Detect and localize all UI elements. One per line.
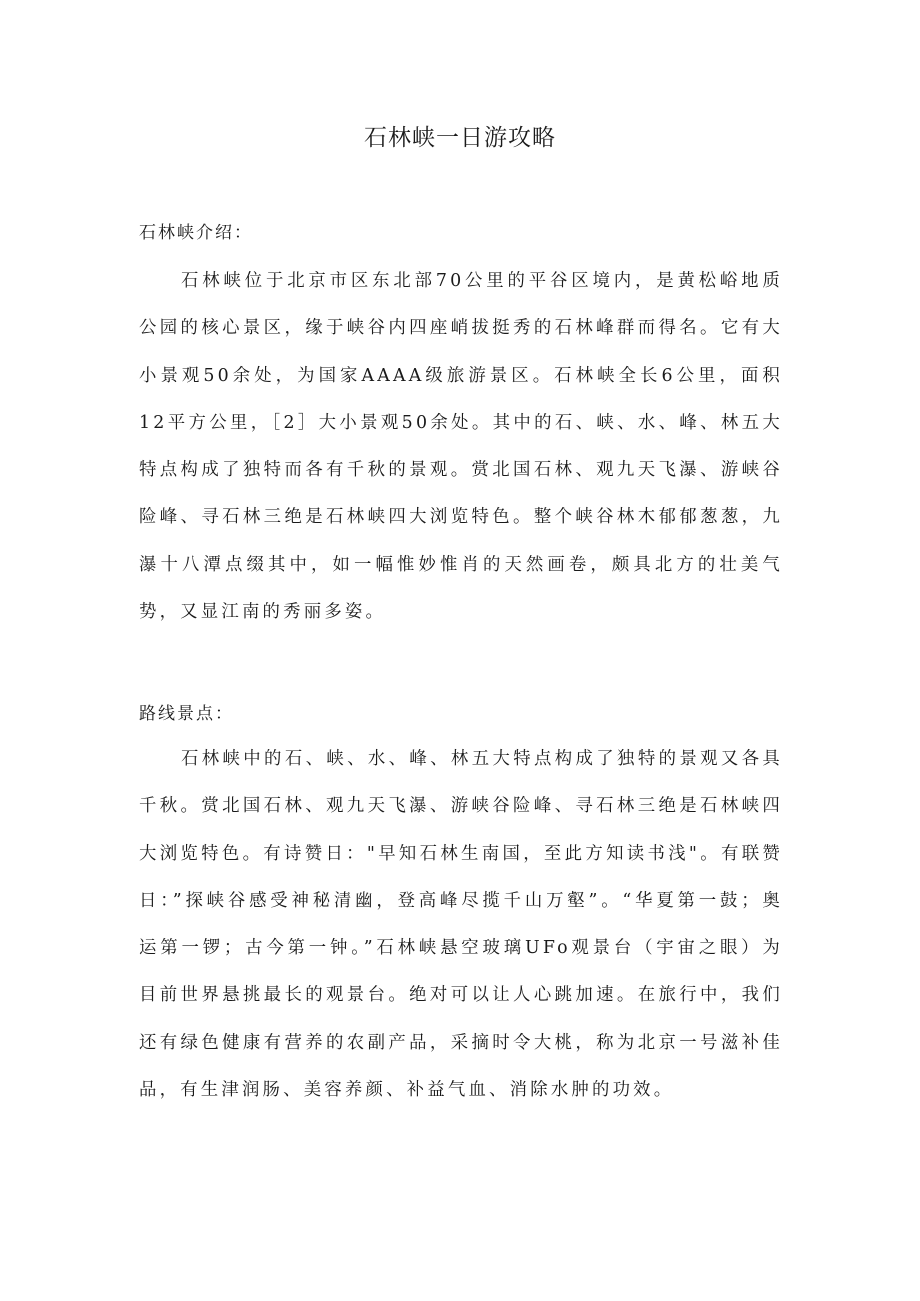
section-heading-route: 路线景点： [139, 704, 234, 724]
section-paragraph-route: 石林峡中的石、峡、水、峰、林五大特点构成了独特的景观又各具千秋。赏北国石林、观九天飞瀑、游峡谷险峰、寻石林三绝是石林峡四大浏览特色。有诗赞日："早知石林生南国，至此方知读书浅"。有联赞日：”探峡谷感受神秘清幽，登高峰尽揽千山万壑”。“华夏第一鼓；奥运第一锣；古今第一钟。”石林峡悬空玻璃UFo观景台（宇宙之眼）为目前世界悬挑最长的观景台。绝对可以让人心跳加速。在旅行中，我们还有绿色健康有营养的农副产品，采摘时令大桃，称为北京一号滋补佳品，有生津润肠、美容养颜、补益气血、消除水肿的功效。 [139, 749, 783, 1101]
section-heading-intro: 石林峡介绍： [139, 223, 253, 243]
section-paragraph-intro: 石林峡位于北京市区东北部70公里的平谷区境内，是黄松峪地质公园的核心景区，缘于峡谷内四座峭拔挺秀的石林峰群而得名。它有大小景观50余处，为国家AAAA级旅游景区。石林峡全长6公里，面积12平方公里，［2］大小景观50余处。其中的石、峡、水、峰、林五大特点构成了独特而各有千秋的景观。赏北国石林、观九天飞瀑、游峡谷险峰、寻石林三绝是石林峡四大浏览特色。整个峡谷林木郁郁葱葱，九瀑十八潭点缀其中，如一幅惟妙惟肖的天然画卷，颇具北方的壮美气势，又显江南的秀丽多姿。 [139, 271, 783, 623]
document-title: 石林峡一日游攻略 [364, 125, 556, 151]
